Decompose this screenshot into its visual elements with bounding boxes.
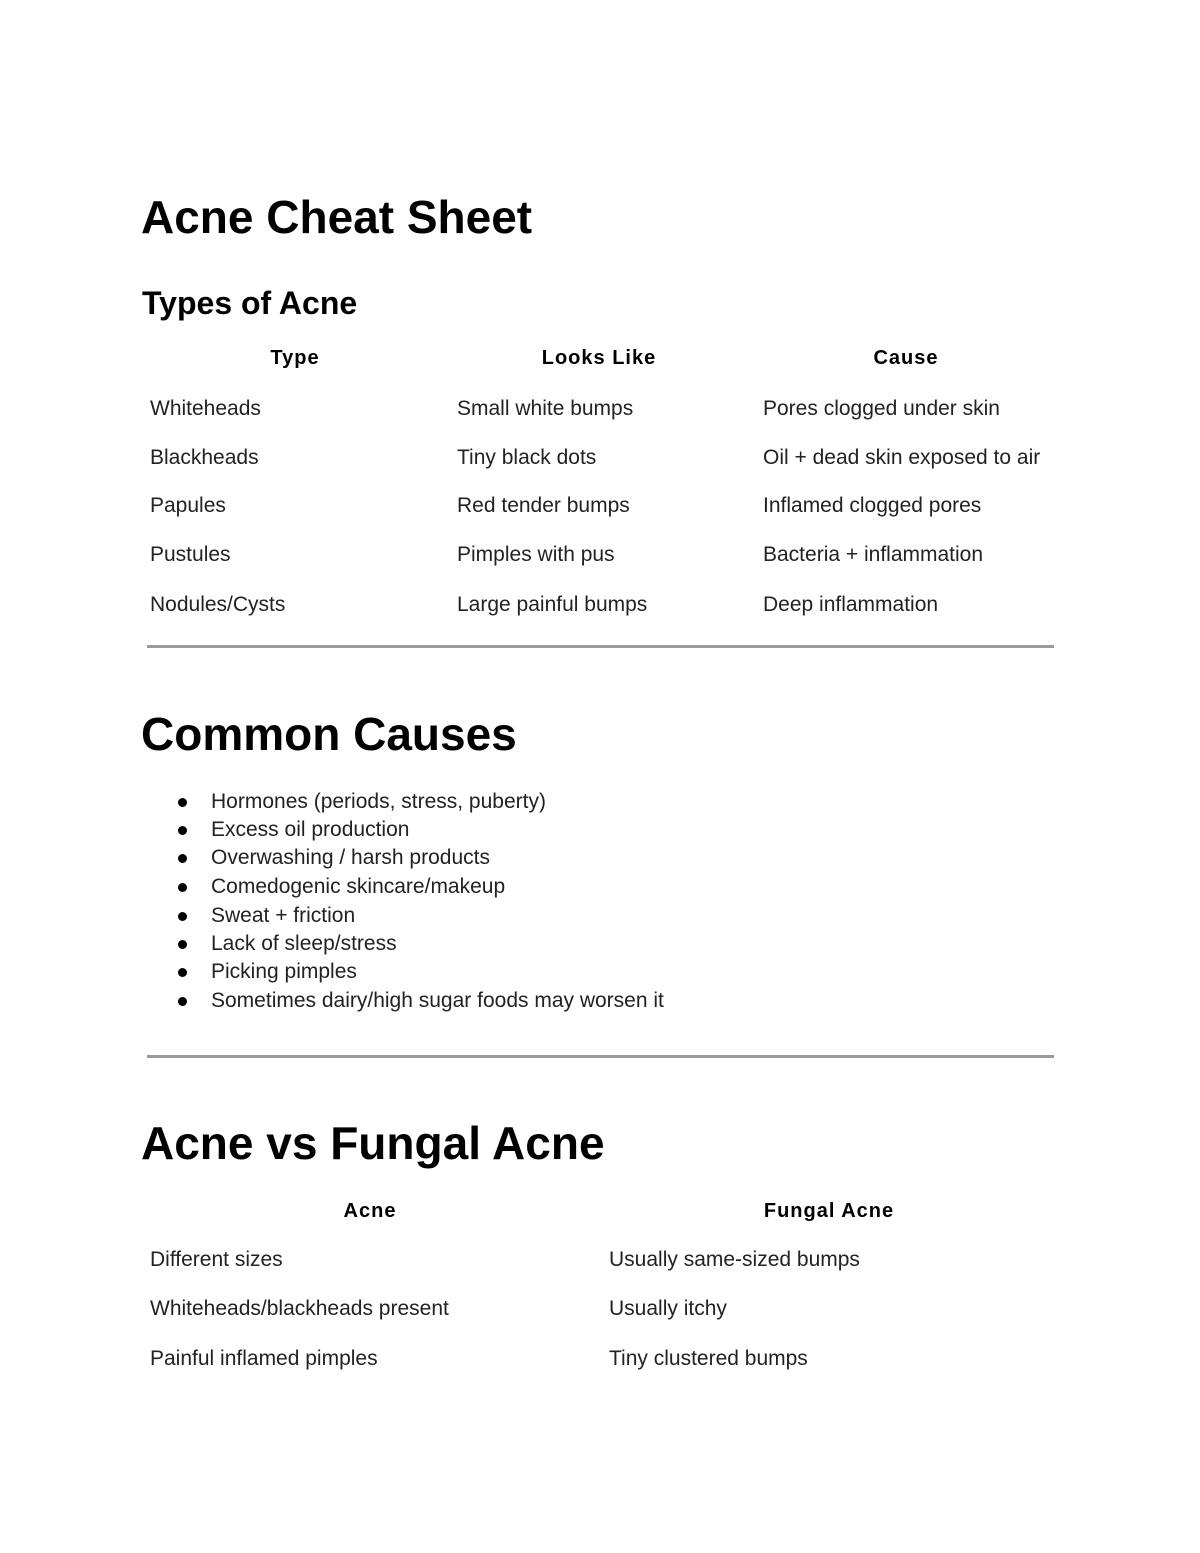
bullet-icon	[178, 854, 187, 863]
bullet-icon	[178, 826, 187, 835]
list-item: Sweat + friction	[211, 904, 356, 927]
types-cell: Small white bumps	[457, 397, 634, 420]
list-item: Hormones (periods, stress, puberty)	[211, 790, 546, 813]
compare-cell: Whiteheads/blackheads present	[150, 1297, 449, 1320]
types-cell: Oil + dead skin exposed to air	[763, 446, 1041, 469]
types-cell: Nodules/Cysts	[150, 593, 286, 616]
compare-col-header-acne: Acne	[343, 1200, 397, 1222]
compare-col-header-fungal-acne: Fungal Acne	[763, 1200, 895, 1222]
list-item: Overwashing / harsh products	[211, 846, 490, 869]
types-cell: Pimples with pus	[457, 543, 615, 566]
section-divider	[147, 1055, 1054, 1058]
types-cell: Large painful bumps	[457, 593, 648, 616]
bullet-icon	[178, 997, 187, 1006]
types-cell: Whiteheads	[150, 397, 261, 420]
compare-cell: Usually itchy	[609, 1297, 727, 1320]
list-item: Picking pimples	[211, 960, 357, 983]
list-item: Lack of sleep/stress	[211, 932, 397, 955]
types-cell: Papules	[150, 494, 226, 517]
bullet-icon	[178, 940, 187, 949]
types-cell: Red tender bumps	[457, 494, 630, 517]
types-heading: Types of Acne	[142, 285, 358, 321]
types-cell: Deep inflammation	[763, 593, 939, 616]
types-cell: Tiny black dots	[457, 446, 597, 469]
types-col-header-cause: Cause	[873, 347, 939, 369]
compare-cell: Different sizes	[150, 1248, 283, 1271]
page-title: Acne Cheat Sheet	[141, 191, 533, 243]
bullet-icon	[178, 883, 187, 892]
compare-heading: Acne vs Fungal Acne	[141, 1117, 605, 1169]
types-col-header-type: Type	[270, 347, 320, 369]
compare-cell: Usually same-sized bumps	[609, 1248, 860, 1271]
types-cell: Bacteria + inflammation	[763, 543, 984, 566]
compare-cell: Painful inflamed pimples	[150, 1347, 378, 1370]
list-item: Excess oil production	[211, 818, 410, 841]
list-item: Sometimes dairy/high sugar foods may worsen it	[211, 989, 664, 1012]
bullet-icon	[178, 968, 187, 977]
section-divider	[147, 645, 1054, 648]
types-cell: Blackheads	[150, 446, 259, 469]
types-col-header-looks-like: Looks Like	[541, 347, 657, 369]
types-cell: Inflamed clogged pores	[763, 494, 982, 517]
types-cell: Pores clogged under skin	[763, 397, 1000, 420]
causes-heading: Common Causes	[141, 708, 517, 760]
bullet-icon	[178, 798, 187, 807]
bullet-icon	[178, 912, 187, 921]
compare-cell: Tiny clustered bumps	[609, 1347, 808, 1370]
types-cell: Pustules	[150, 543, 231, 566]
list-item: Comedogenic skincare/makeup	[211, 875, 506, 898]
